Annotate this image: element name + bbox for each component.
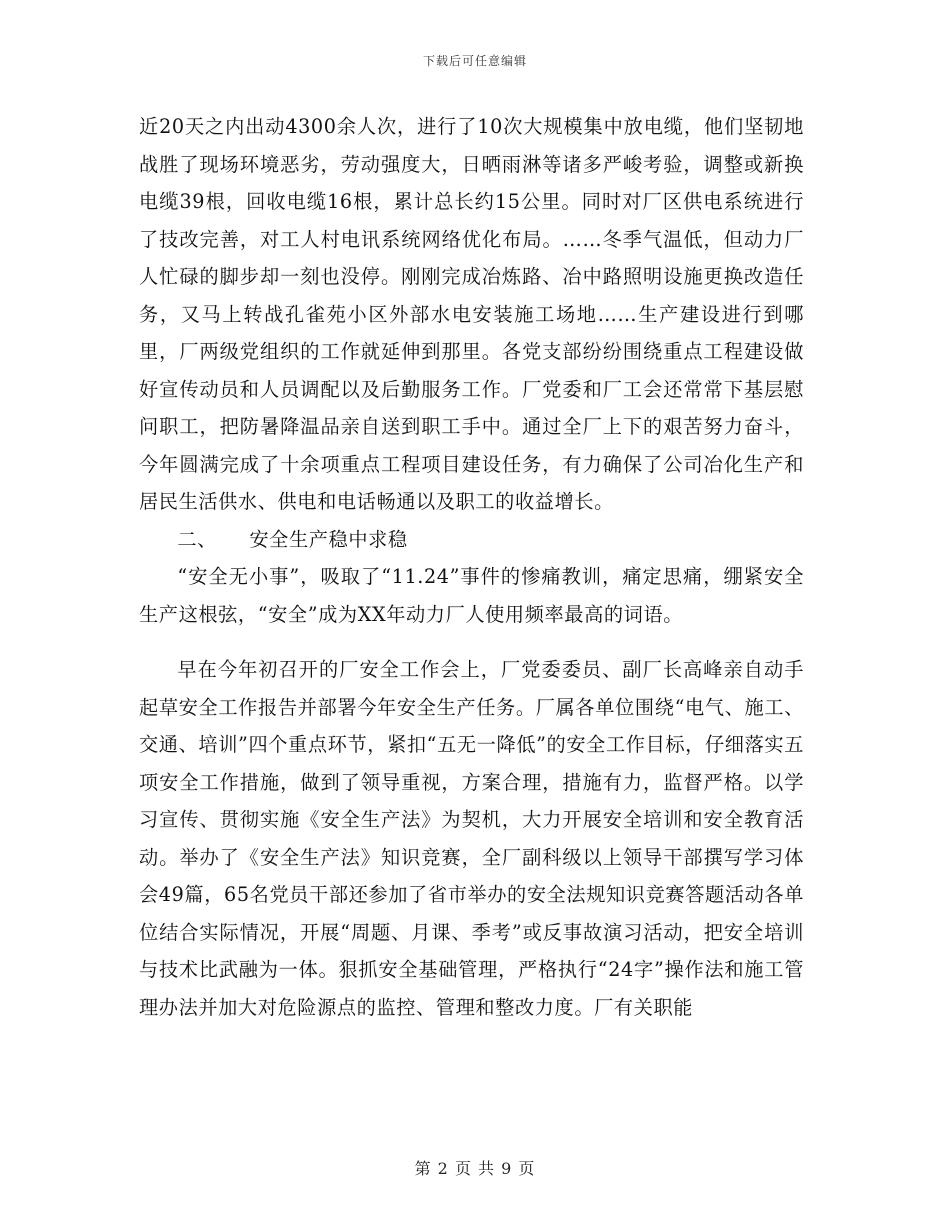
document-body xyxy=(139,108,804,1026)
section-title: 安全生产稳中求稳 xyxy=(249,527,408,551)
page-header-note: 下载后可任意编辑 xyxy=(422,54,527,68)
body-paragraph: 早在今年初召开的厂安全工作会上，厂党委委员、副厂长高峰亲自动手起草安全工作报告并部署今年安全生产任务。厂属各单位围绕“电气、施工、交通、培训”四个重点环节，紧扣“五无一降低”的安全工作目标，仔细落实五项安全工作措施，做到了领导重视，方案合理，措施有力，监督严格。以学习宣传、贯彻实施《安全生产法》为契机，大力开展安全培训和安全教育活动。举办了《安全生产法》知识竞赛，全厂副科级以上领导干部撰写学习体会49篇，65名党员干部还参加了省市举办的安全法规知识竞赛答题活动各单位结合实际情况，开展“周题、月课、季考”或反事故演习活动，把安全培训与技术比武融为一体。狠抓安全基础管理，严格执行“24字”操作法和施工管理办法并加大对危险源点的监控、管理和整改力度。厂有关职能 xyxy=(139,658,804,1019)
body-paragraph: 近20天之内出动4300余人次，进行了10次大规模集中放电缆，他们坚韧地战胜了现场环境恶劣，劳动强度大，日晒雨淋等诸多严峻考验，调整或新换电缆39根，回收电缆16根，累计总长约15公里。同时对厂区供电系统进行了技改完善，对工人村电讯系统网络优化布局。……冬季气温低，但动力厂人忙碌的脚步却一刻也没停。刚刚完成冶炼路、冶中路照明设施更换改造任务，又马上转战孔雀苑小区外部水电安装施工场地……生产建设进行到哪里，厂两级党组织的工作就延伸到那里。各党支部纷纷围绕重点工程建设做好宣传动员和人员调配以及后勤服务工作。厂党委和厂工会还常常下基层慰问职工，把防暑降温品亲自送到职工手中。通过全厂上下的艰苦努力奋斗，今年圆满完成了十余项重点工程项目建设任务，有力确保了公司冶化生产和居民生活供水、供电和电话畅通以及职工的收益增长。 xyxy=(139,115,804,513)
section-number: 二、 xyxy=(177,527,217,551)
section-heading xyxy=(139,521,804,559)
body-paragraph: “安全无小事”，吸取了“11.24”事件的惨痛教训，痛定思痛，绷紧安全生产这根弦，“安全”成为XX年动力厂人使用频率最高的词语。 xyxy=(139,565,804,626)
page-number-footer: 第 2 页 共 9 页 xyxy=(414,1159,536,1178)
